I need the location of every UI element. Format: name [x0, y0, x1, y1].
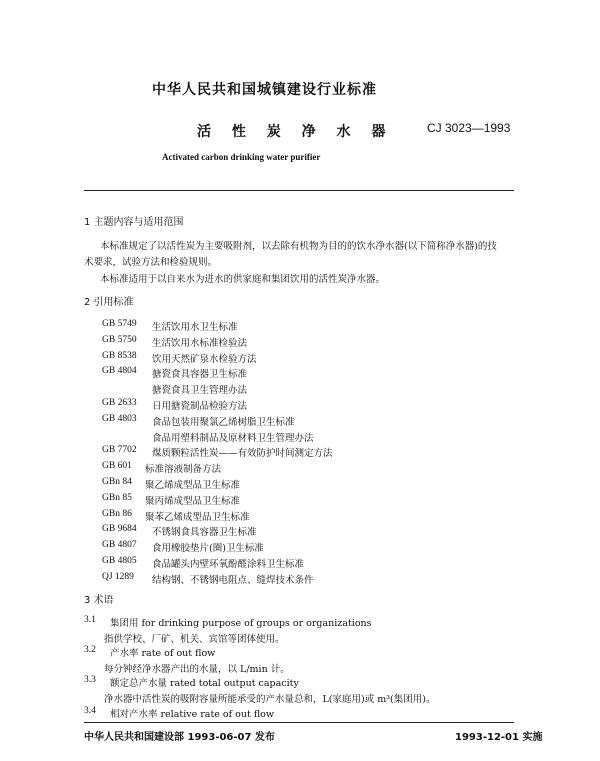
reference-title: 不锈钢食具容器卫生标准 [152, 527, 257, 539]
reference-title: 聚乙烯成型品卫生标准 [145, 480, 241, 491]
term-number: 3.4 [84, 706, 96, 716]
section-1-heading: 1 主题内容与适用范围 [84, 217, 184, 228]
reference-title: 搪瓷食具卫生管理办法 [152, 385, 248, 397]
term-description: 指供学校、厂矿、机关、宾馆等团体使用。 [104, 634, 285, 645]
header-divider [84, 190, 514, 191]
term-description: 净水器中活性炭的吸附容量所能承受的产水量总和，L(家庭用)或 m³(集团用)。 [104, 694, 436, 705]
reference-title: 生活饮用水卫生标准 [152, 322, 238, 333]
standard-type-heading: 中华人民共和国城镇建设行业标准 [152, 82, 377, 98]
english-title: Activated carbon drinking water purifier [162, 152, 321, 162]
reference-title: 煤质颗粒活性炭——有效防护时间测定方法 [152, 448, 333, 460]
section-1-paragraph-1: 本标准规定了以活性炭为主要吸附剂，以去除有机物为目的的饮水净水器(以下简称净水器)的技 [100, 241, 497, 252]
reference-code: GB 601 [102, 461, 132, 472]
reference-title: 食用橡胶垫片(圈)卫生标准 [152, 543, 264, 555]
reference-code: GBn 84 [102, 477, 132, 487]
reference-title: 生活饮用水标准检验法 [152, 337, 248, 349]
term-title: 相对产水率 relative rate of out flow [110, 709, 275, 720]
section-1-paragraph-1-cont: 术要求，试验方法和检验规则。 [84, 257, 218, 268]
reference-code: GB 4807 [102, 540, 137, 551]
footer-divider [84, 722, 514, 723]
implementation-date: 1993-12-01 实施 [455, 732, 543, 743]
reference-code: GB 4804 [102, 366, 137, 377]
term-number: 3.3 [84, 675, 96, 685]
term-number: 3.1 [84, 615, 96, 625]
reference-code: GB 8538 [102, 350, 137, 361]
document-title: 活 性 炭 净 水 器 [197, 124, 394, 140]
reference-title: 聚苯乙烯成型品卫生标准 [145, 511, 250, 523]
reference-code: QJ 1289 [102, 571, 134, 582]
term-number: 3.2 [84, 645, 96, 655]
reference-title: 日用搪瓷制品检验方法 [152, 401, 248, 412]
reference-title: 食品罐头内壁环氧酚醛涂料卫生标准 [152, 559, 305, 570]
term-title: 产水率 rate of out flow [110, 648, 216, 659]
reference-code: GBn 85 [102, 492, 132, 503]
reference-code: GB 5749 [102, 319, 137, 329]
reference-code: GBn 86 [102, 508, 132, 519]
reference-title: 结构钢、不锈钢电阻点、缝焊技术条件 [152, 574, 314, 586]
reference-code: GB 5750 [102, 334, 137, 345]
reference-title: 食品用塑料制品及原材料卫生管理办法 [152, 432, 314, 444]
approval-statement: 中华人民共和国建设部 1993-06-07 发布 [84, 732, 275, 743]
reference-code: GB 2633 [102, 398, 137, 408]
reference-code: GB 4803 [102, 413, 137, 424]
reference-code: GB 7702 [102, 445, 137, 456]
section-3-heading: 3 术语 [84, 595, 114, 606]
reference-title: 饮用天然矿泉水检验方法 [152, 353, 257, 365]
term-title: 集团用 for drinking purpose of groups or organizations [110, 618, 372, 629]
reference-title: 搪瓷食具容器卫生标准 [152, 369, 248, 381]
section-2-heading: 2 引用标准 [84, 297, 134, 308]
term-title: 额定总产水量 rated total output capacity [110, 678, 299, 689]
standard-code: CJ 3023—1993 [427, 121, 511, 135]
reference-code: GB 4805 [102, 556, 137, 566]
reference-title: 食品包装用聚氯乙烯树脂卫生标准 [152, 416, 295, 428]
term-description: 每分钟经净水器产出的水量，以 L/min 计。 [104, 664, 290, 675]
section-1-paragraph-2: 本标准适用于以自来水为进水的供家庭和集团饮用的活性炭净水器。 [100, 274, 386, 285]
reference-code: GB 9684 [102, 524, 137, 535]
reference-title: 标准溶液制备方法 [145, 464, 222, 476]
reference-title: 聚丙烯成型品卫生标准 [145, 495, 241, 507]
